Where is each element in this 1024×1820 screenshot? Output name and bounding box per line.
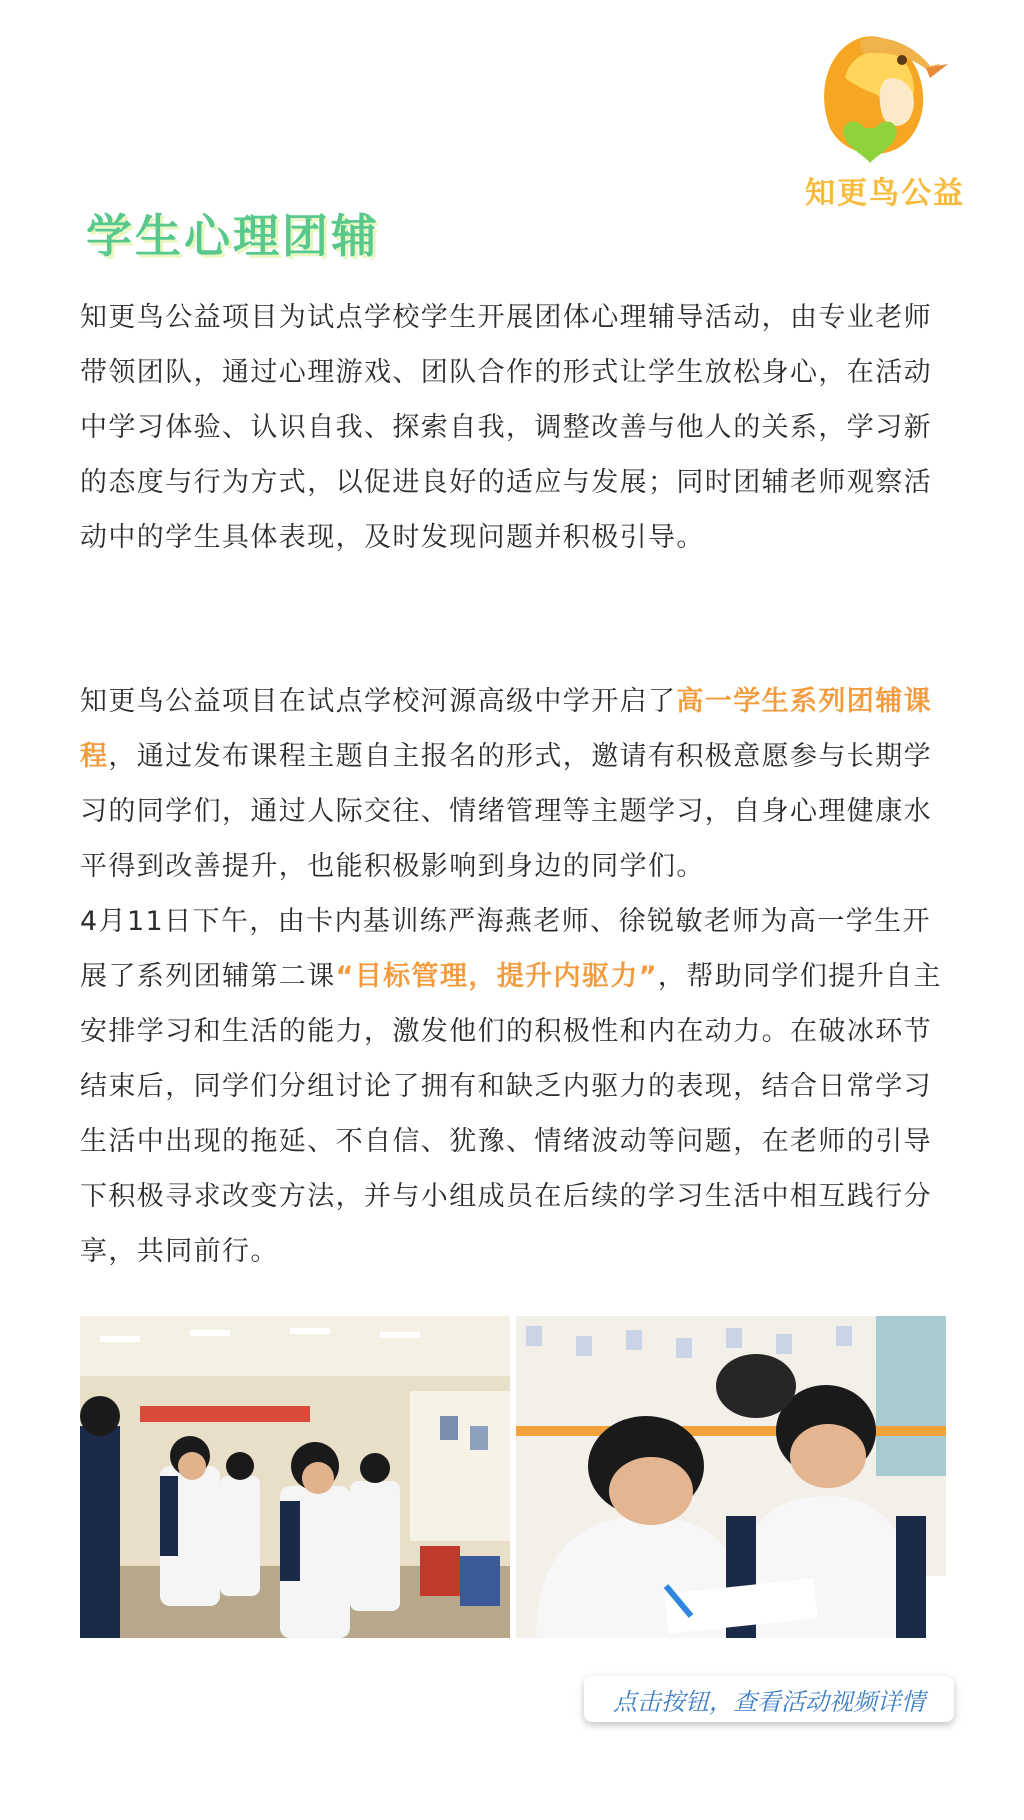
program-text-end: ，通过发布课程主题自主报名的形式，邀请有积极意愿参与长期学习的同学们，通过人际交往、情绪管理等主题学习，自身心理健康水平得到改善提升，也能积极影响到身边的同学们。 (80, 741, 933, 882)
classroom-group-photo (80, 1316, 510, 1638)
page-title: 学生心理团辅 (86, 209, 380, 263)
session-text-end: ，帮助同学们提升自主安排学习和生活的能力，激发他们的积极性和内在动力。在破冰环节结束后，同学们分组讨论了拥有和缺乏内驱力的表现，结合日常学习生活中出现的拖延、不自信、犹豫、情绪波动等问题，在老师的引导下积极寻求改变方法，并与小组成员在后续的学习生活中相互践行分享，共同前行。 (80, 961, 942, 1267)
session-text-start: 4月11日下午，由卡内基训练严海燕老师、徐锐敏老师为高一学生开展了系列团辅第二课 (80, 906, 931, 992)
brand-logo-text: 知更鸟公益 (805, 176, 965, 211)
robin-bird-icon (790, 18, 980, 178)
program-description (80, 674, 954, 1279)
session-topic-highlight: “目标管理，提升内驱力” (335, 961, 658, 992)
intro-paragraph: 知更鸟公益项目为试点学校学生开展团体心理辅导活动，由专业老师带领团队，通过心理游戏、团队合作的形式让学生放松身心，在活动中学习体验、认识自我、探索自我，调整改善与他人的关系，学习新的态度与行为方式，以促进良好的适应与发展；同时团辅老师观察活动中的学生具体表现，及时发现问题并积极引导。 (80, 302, 932, 553)
brand-logo (790, 18, 980, 218)
view-video-button[interactable]: 点击按钮，查看活动视频详情 (584, 1676, 954, 1722)
program-text-start: 知更鸟公益项目在试点学校河源高级中学开启了 (80, 686, 677, 717)
course-series-highlight: 高一学生系列团辅课程 (80, 686, 933, 772)
students-writing-photo (516, 1316, 946, 1638)
